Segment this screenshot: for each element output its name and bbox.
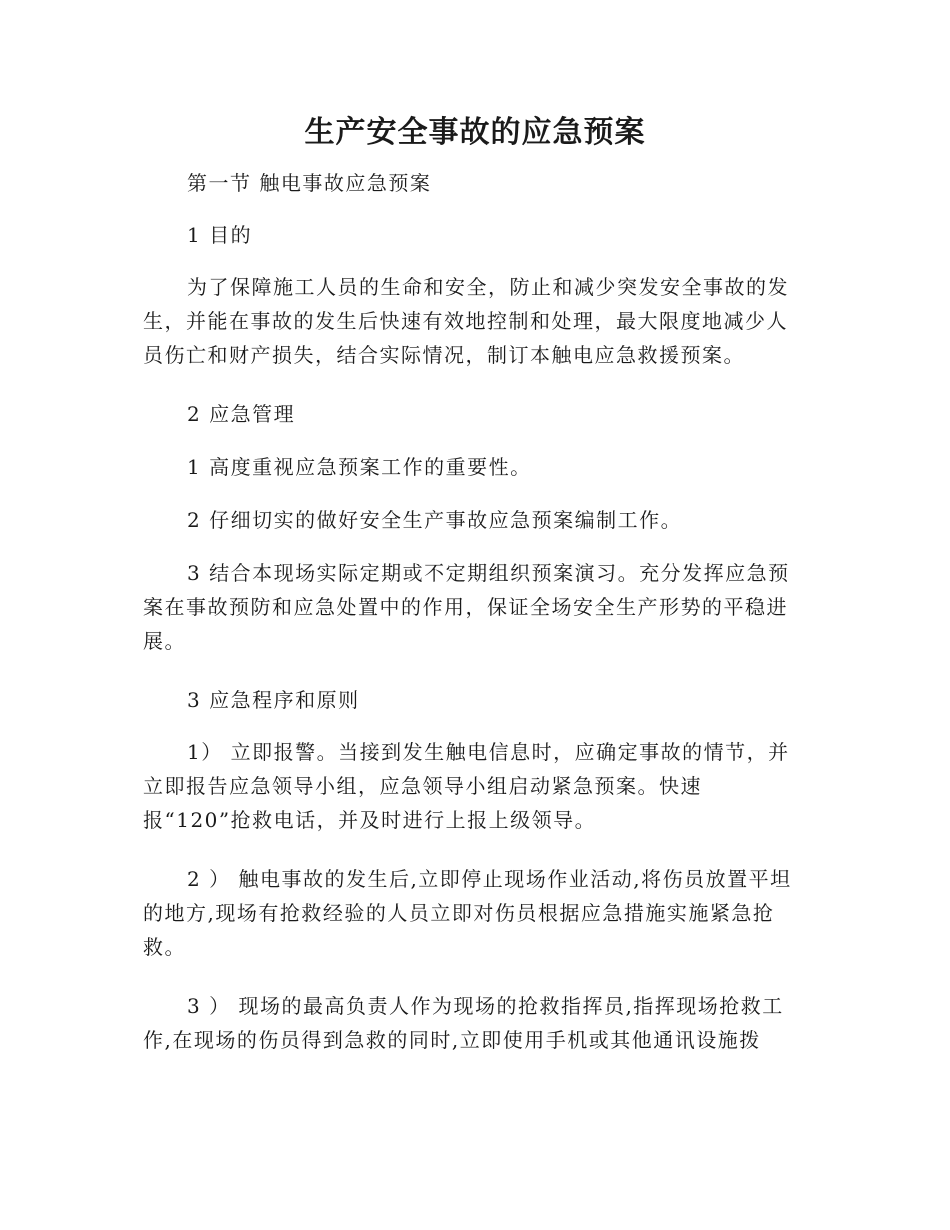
proc1-line-3: 报“120”抢救电话，并及时进行上报上级领导。 bbox=[143, 808, 597, 832]
procedure-1 bbox=[143, 735, 811, 837]
proc1-line-2: 立即报告应急领导小组，应急领导小组启动紧急预案。快速 bbox=[143, 774, 702, 798]
proc2-line-2: 的地方,现场有抢救经验的人员立即对伤员根据应急措施实施紧急抢 bbox=[143, 901, 775, 925]
procedure-3 bbox=[143, 989, 811, 1057]
section-heading: 第一节 触电事故应急预案 bbox=[187, 171, 432, 195]
proc3-line-2: 作,在现场的伤员得到急救的同时,立即使用手机或其他通讯设施拨 bbox=[143, 1028, 761, 1052]
purpose-line-2: 生，并能在事故的发生后快速有效地控制和处理，最大限度地减少人 bbox=[143, 309, 788, 333]
mgmt3-line-2: 案在事故预防和应急处置中的作用，保证全场安全生产形势的平稳进 bbox=[143, 595, 788, 619]
purpose-line-3: 员伤亡和财产损失，结合实际情况，制订本触电应急救援预案。 bbox=[143, 343, 745, 367]
mgmt-item-1: 1 高度重视应急预案工作的重要性。 bbox=[187, 455, 532, 479]
mgmt3-line-1: 3 结合本现场实际定期或不定期组织预案演习。充分发挥应急预 bbox=[187, 561, 790, 585]
mgmt-item-2: 2 仔细切实的做好安全生产事故应急预案编制工作。 bbox=[187, 508, 683, 532]
proc3-line-1: 3 ） 现场的最高负责人作为现场的抢救指挥员,指挥现场抢救工 bbox=[187, 994, 784, 1018]
mgmt-item-3 bbox=[143, 556, 811, 658]
item3-heading: 3 应急程序和原则 bbox=[187, 688, 360, 712]
proc2-line-3: 救。 bbox=[143, 935, 186, 959]
item1-heading: 1 目的 bbox=[187, 223, 253, 247]
mgmt3-line-3: 展。 bbox=[143, 629, 186, 653]
procedure-2 bbox=[143, 862, 811, 964]
item2-heading: 2 应急管理 bbox=[187, 402, 296, 426]
document-title: 生产安全事故的应急预案 bbox=[304, 115, 646, 150]
proc1-line-1: 1） 立即报警。当接到发生触电信息时，应确定事故的情节，并 bbox=[187, 740, 790, 764]
proc2-line-1: 2 ） 触电事故的发生后,立即停止现场作业活动,将伤员放置平坦 bbox=[187, 867, 792, 891]
purpose-line-1: 为了保障施工人员的生命和安全，防止和减少突发安全事故的发 bbox=[187, 275, 789, 299]
purpose-paragraph bbox=[143, 270, 811, 372]
